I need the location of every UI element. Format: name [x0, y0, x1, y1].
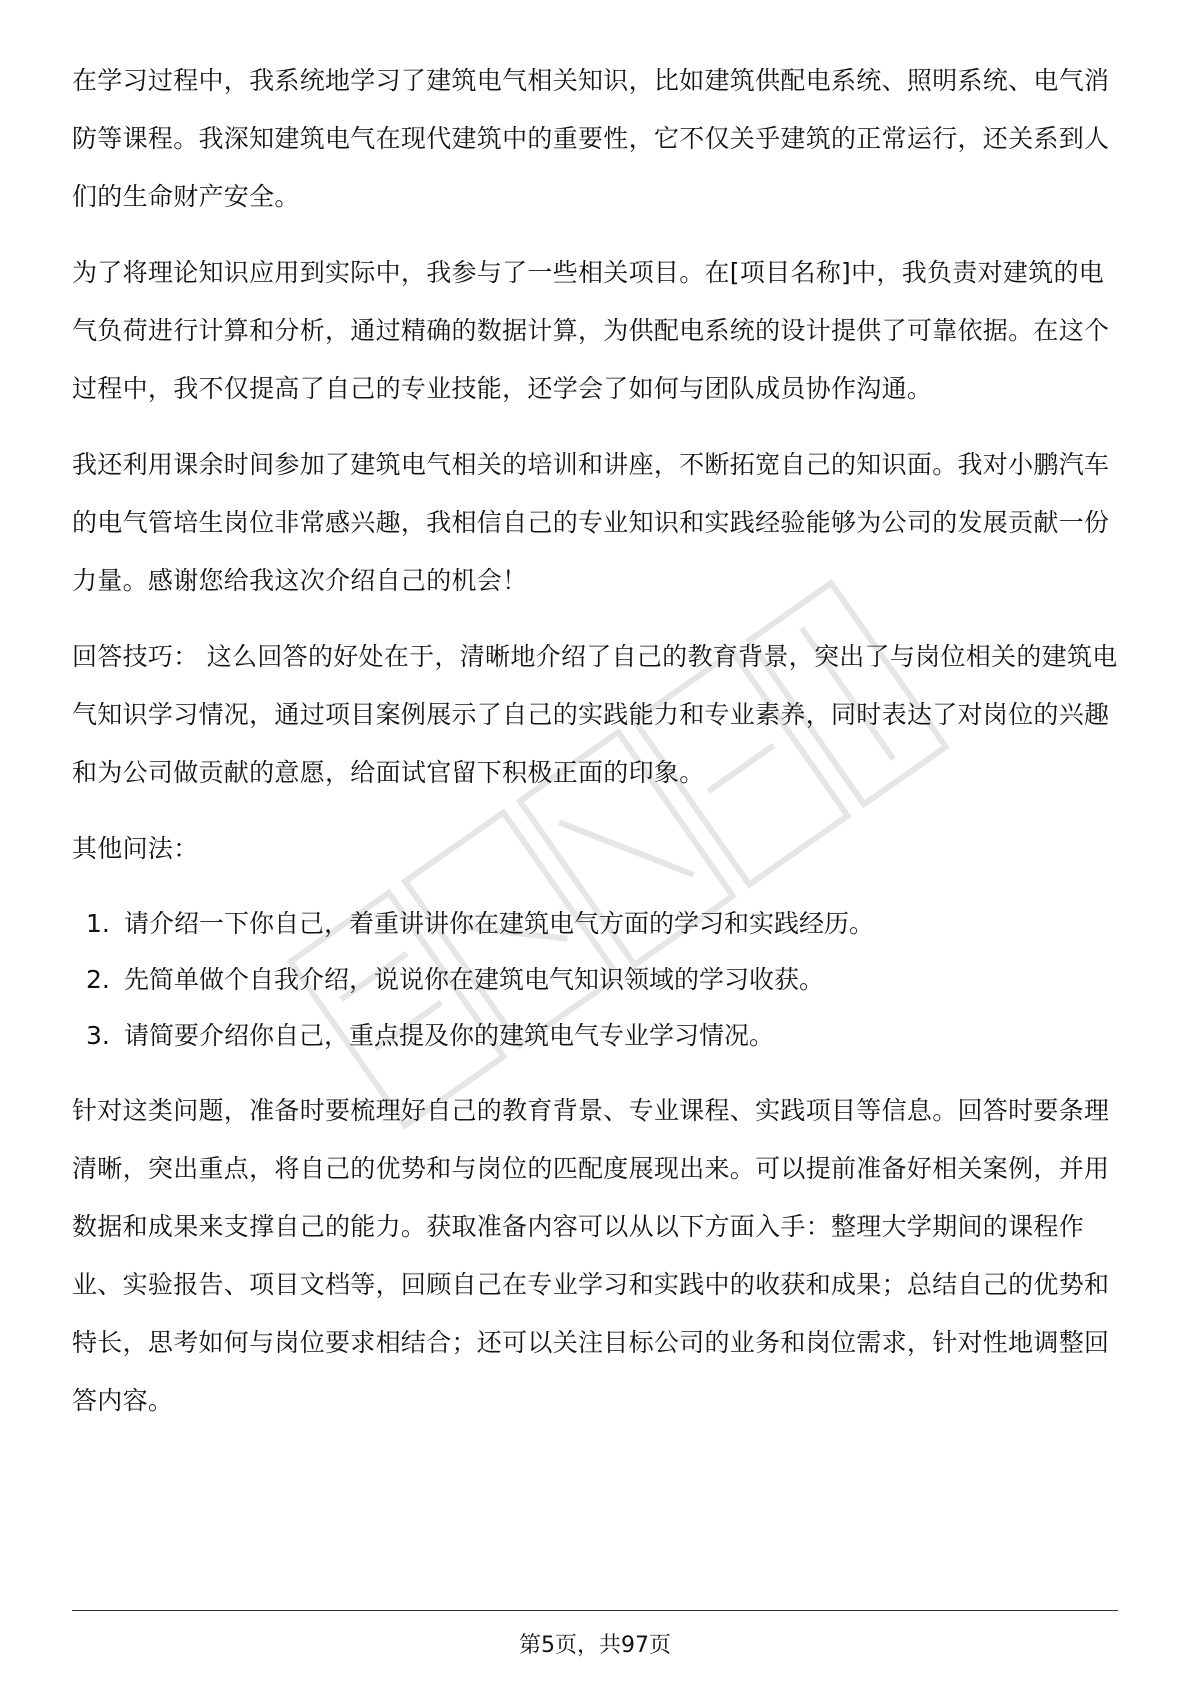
paragraph-study: 在学习过程中，我系统地学习了建筑电气相关知识，比如建筑供配电系统、照明系统、电气消防等课程。我深知建筑电气在现代建筑中的重要性，它不仅关乎建筑的正常运行，还关系到人们的生命财产安全。 — [72, 66, 1110, 211]
list-item — [72, 1008, 1122, 1064]
other-questions-heading: 其他问法： — [72, 834, 199, 863]
list-item-text: 请介绍一下你自己，着重讲讲你在建筑电气方面的学习和实践经历。 — [124, 909, 875, 938]
list-item — [72, 952, 1122, 1008]
paragraph-training: 我还利用课余时间参加了建筑电气相关的培训和讲座，不断拓宽自己的知识面。我对小鹏汽车的电气管培生岗位非常感兴趣，我相信自己的专业知识和实践经验能够为公司的发展贡献一份力量。感谢您给我这次介绍自己的机会！ — [72, 450, 1110, 595]
list-item-number: 2. — [86, 965, 110, 994]
paragraph-preparation: 针对这类问题，准备时要梳理好自己的教育背景、专业课程、实践项目等信息。回答时要条理清晰，突出重点，将自己的优势和与岗位的匹配度展现出来。可以提前准备好相关案例，并用数据和成果来支撑自己的能力。获取准备内容可以从以下方面入手：整理大学期间的课程作业、实验报告、项目文档等，回顾自己在专业学习和实践中的收获和成果；总结自己的优势和特长，思考如何与岗位要求相结合；还可以关注目标公司的业务和岗位需求，针对性地调整回答内容。 — [72, 1096, 1110, 1415]
list-item-number: 1. — [86, 909, 110, 938]
footer-divider — [72, 1610, 1118, 1611]
paragraph-project: 为了将理论知识应用到实际中，我参与了一些相关项目。在[项目名称]中，我负责对建筑的电气负荷进行计算和分析，通过精确的数据计算，为供配电系统的设计提供了可靠依据。在这个过程中，我不仅提高了自己的专业技能，还学会了如何与团队成员协作沟通。 — [72, 258, 1110, 403]
paragraph-answer-tips: 回答技巧： 这么回答的好处在于，清晰地介绍了自己的教育背景，突出了与岗位相关的建筑电气知识学习情况，通过项目案例展示了自己的实践能力和专业素养，同时表达了对岗位的兴趣和为公司做贡献的意愿，给面试官留下积极正面的印象。 — [72, 642, 1118, 787]
list-item-text: 请简要介绍你自己，重点提及你的建筑电气专业学习情况。 — [124, 1021, 775, 1050]
list-item-number: 3. — [86, 1021, 110, 1050]
other-questions-list — [72, 896, 1122, 1064]
body-content — [72, 52, 1122, 1448]
list-item — [72, 896, 1122, 952]
list-item-text: 先简单做个自我介绍，说说你在建筑电气知识领域的学习收获。 — [124, 965, 825, 994]
page-number: 第5页，共97页 — [519, 1633, 671, 1658]
